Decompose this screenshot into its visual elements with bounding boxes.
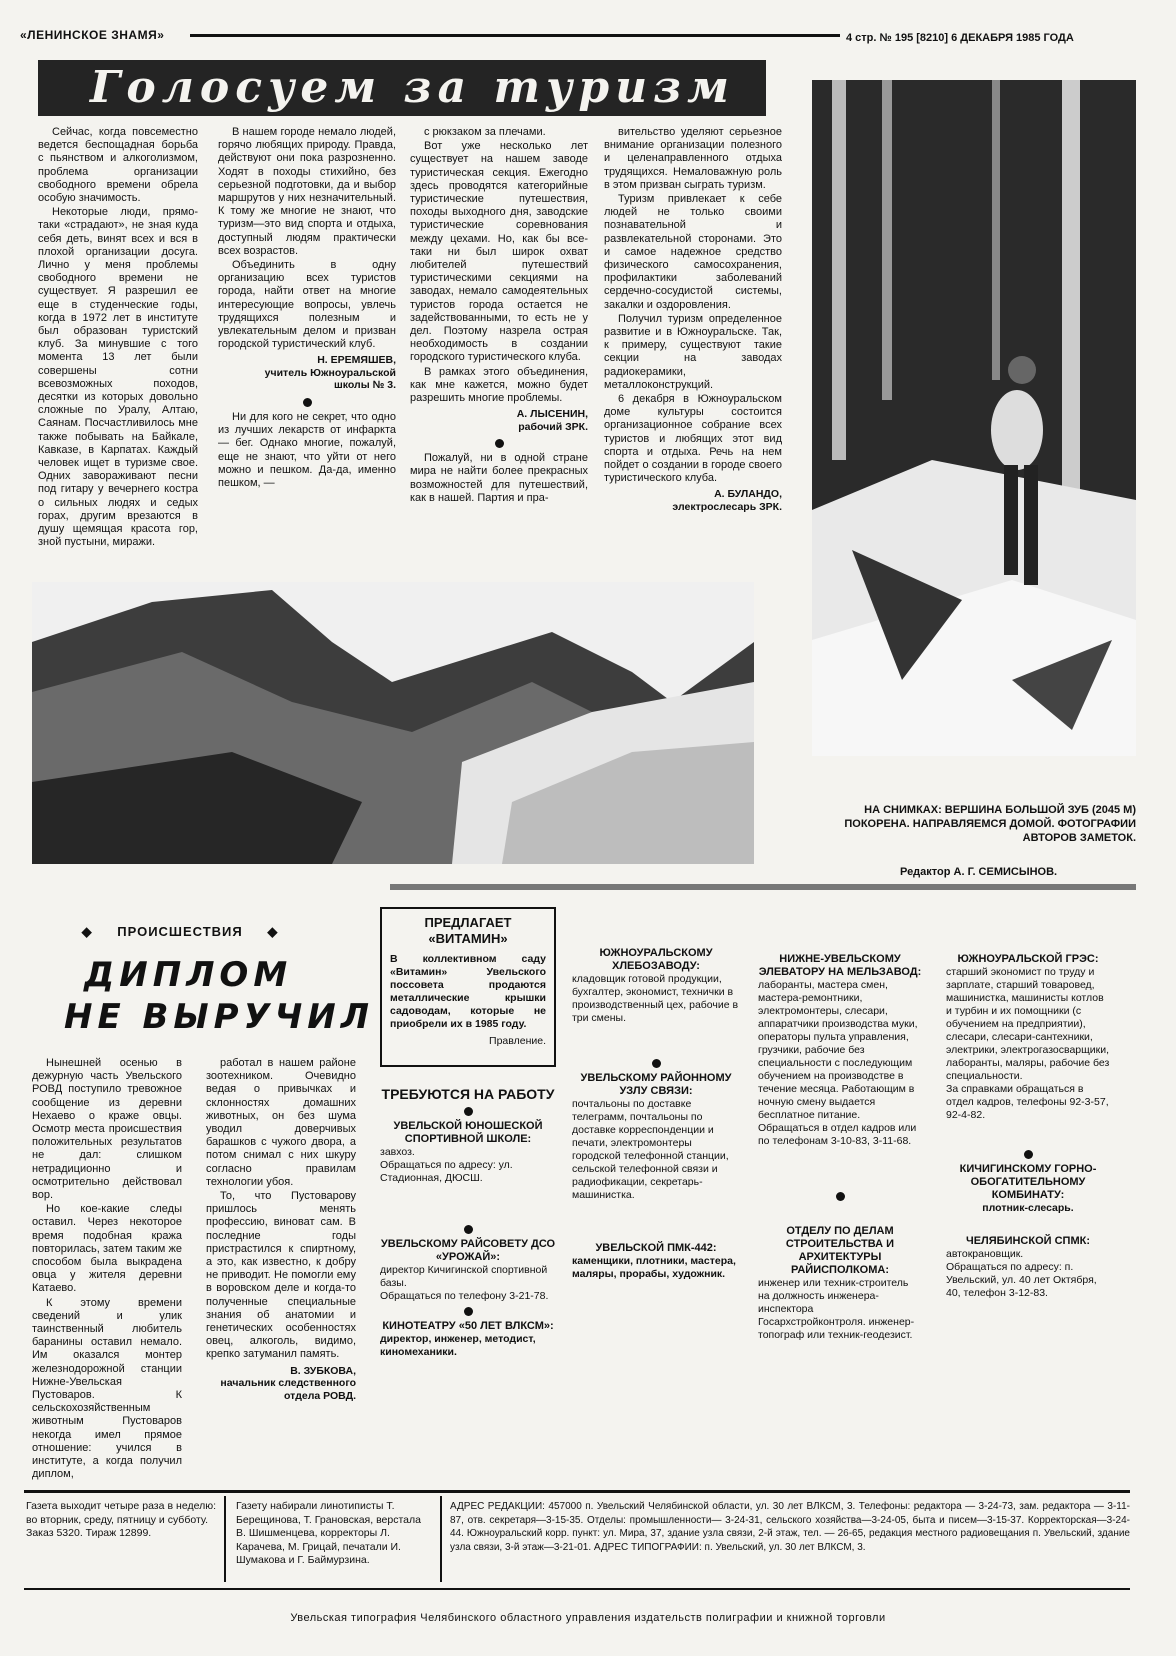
- bullet-icon: [464, 1225, 473, 1234]
- incident-section-label: [50, 924, 310, 940]
- ad-cinema-body: директор, инженер, методист, киномеханики.: [380, 1333, 536, 1358]
- paragraph: То, что Пустоварову пришлось менять профессию, виноват сам. В последние годы пристрастился к спиртному, а это, как известно, к добру не приводит. Не помогли ему в воровском деле и когда-то полученные специальные знания об анатомии и генетических особенностях овец, алкоголь, видимо, крепко затуманил память.: [206, 1190, 356, 1361]
- signature-eremyashev: Н. ЕРЕМЯШЕВ, учитель Южноуральской школы № 3.: [264, 354, 396, 392]
- bullet-icon: [464, 1107, 473, 1116]
- paragraph: Ни для кого не секрет, что одно из лучших лекарств от инфаркта — бег. Однако многие, пожалуй, еще не знают, что уйти от него можно и пешком. Да-да, именно пешком, —: [218, 410, 396, 489]
- footer-divider: [440, 1496, 442, 1582]
- ad-sport-head: УВЕЛЬСКОЙ ЮНОШЕСКОЙ СПОРТИВНОЙ ШКОЛЕ:: [393, 1120, 543, 1145]
- header-rule: [190, 34, 840, 37]
- ad-dso-head: УВЕЛЬСКОМУ РАЙСОВЕТУ ДСО «УРОЖАЙ»:: [380, 1238, 556, 1263]
- mountain-peak-photo: [32, 582, 754, 864]
- tourism-column-3: [410, 126, 588, 506]
- paragraph: К этому времени сведений и улик таинственный любитель баранины оставил немало. Им оказался монтер железнодорожной станции Нижне-Увельская Пустоваров. К сельскохозяйственным животным Пустоваров некогда имел прямое отношение: учился в институте, а когда получил диплом,: [32, 1296, 182, 1481]
- incident-column-1: [32, 1057, 182, 1483]
- paragraph: 6 декабря в Южноуральском доме культуры состоится организационное собрание всех туристов и любящих этот вид спорта и отдыха. Речь на нем пойдет о создании в городе своего туристического клуба.: [604, 393, 782, 485]
- paragraph: Но кое-какие следы оставил. Через некоторое время подобная кража повторилась, затем таким же способом была выкрадена овца у жителя деревни Катаево.: [32, 1203, 182, 1295]
- ad-pmk-head: УВЕЛЬСКОЙ ПМК-442:: [595, 1242, 717, 1254]
- ad-build-head: ОТДЕЛУ ПО ДЕЛАМ СТРОИТЕЛЬСТВА И АРХИТЕКТУРЫ РАЙИСПОЛКОМА:: [785, 1225, 895, 1276]
- incident-column-2: [206, 1057, 356, 1408]
- ads-column-d: [946, 953, 1110, 1300]
- ad-bread-body: кладовщик готовой продукции, бухгалтер, экономист, технички в производственный цех, рабочие в три смены.: [572, 973, 739, 1024]
- incident-headline-1: ДИПЛОМ: [84, 955, 293, 995]
- paragraph: вительство уделяют серьезное внимание организации полезного и целенаправленного отдыха трудящихся. Немаловажную роль в этом призван сыграть туризм.: [604, 126, 782, 191]
- ad-pmk-body: каменщики, плотники, мастера, маляры, прорабы, художник.: [572, 1255, 736, 1280]
- signature-zubkova: В. ЗУБКОВА, начальник следственного отдела РОВД.: [220, 1364, 356, 1402]
- ad-build-body: инженер или техник-строитель на должность инженера-инспектора Госархстройконтроля. инженер-топограф или техник-геодезист.: [758, 1277, 915, 1341]
- bullet-icon: [1024, 1150, 1033, 1159]
- ad-vitamin-sign: Правление.: [489, 1035, 546, 1047]
- ad-vitamin-box: [380, 907, 556, 1067]
- footer-staff: Газету набирали линотиписты Т. Берещинова, Т. Грановская, верстала В. Шишменцева, корректоры Л. Карачева, М. Грицай, печатали И. Шумакова и Г. Баймурзина.: [236, 1500, 421, 1566]
- ad-vitamin-title: ПРЕДЛАГАЕТ «ВИТАМИН»: [424, 915, 512, 946]
- bullet-icon: [836, 1192, 845, 1201]
- paragraph: В нашем городе немало людей, горячо любящих природу. Правда, действуют они пока разрозненно. Ходят в походы стихийно, без серьезной подготовки, да и выбор маршрутов у них незначительный. К тому же многие не знают, что туризм—это вид спорта и отдыха, доступный людям практически всех возрастов.: [218, 126, 396, 257]
- ad-gres-head: ЮЖНОУРАЛЬСКОЙ ГРЭС:: [957, 953, 1099, 965]
- footer-address: АДРЕС РЕДАКЦИИ: 457000 п. Увельский Челябинской области, ул. 30 лет ВЛКСМ, 3. Телефоны: редактора — 3-24-73, зам. редактора — 3-11-87, отв. секретаря—3-15-35. Отделы: промышленности— 3-24-31, сельского хозяйства—3-24-05, быта и писем—3-15-37. Корректорская—3-24-44. Южноуральский корр. пункт: ул. Мира, 37, здание узла связи, 2-й этаж, тел. — 26-65, редакция местного радиовещания п. Увельский, здание узла связи, 3-й этаж—3-21-01. АДРЕС ТИПОГРАФИИ: п. Увельский, ул. 30 лет ВЛКСМ, 3.: [450, 1501, 1130, 1553]
- paragraph: Туризм привлекает к себе людей не только своими познавательной и развлекательной сторонами. Это и самое надежное средство физического самосохранения, профилактики заболеваний сердечно-сосудистой системы, закалки и оздоровления.: [604, 193, 782, 311]
- ad-spmk-body: автокрановщик. Обращаться по адресу: п. Увельский, ул. 40 лет Октября, 40, телефон 3-12-83.: [946, 1248, 1097, 1299]
- ad-dso-body: директор Кичигинской спортивной базы. Обращаться по телефону 3-21-78.: [380, 1264, 549, 1302]
- paragraph: Объединить в одну организацию всех туристов города, найти ответ на многие интересующие вопросы, увлечь трудящихся полезным и увлекательным делом и призван городской туристический клуб.: [218, 259, 396, 351]
- ad-spmk-head: ЧЕЛЯБИНСКОЙ СПМК:: [965, 1235, 1090, 1247]
- tourism-column-2: [218, 126, 396, 491]
- ad-gres-body: старший экономист по труду и зарплате, старший товаровед, машинистка, машинисты котлов и турбин и их помощники (с обучением на предприятии), слесари, слесари-сантехники, электрики, электрогазосварщики, лаборанты, маляры, рабочие без специальности. За справками обращаться в отдел кадров, телефоны 92-3-57, 92-4-82.: [946, 966, 1110, 1121]
- tourism-column-1: [38, 126, 198, 551]
- ad-elev-body: лаборанты, мастера смен, мастера-ремонтники, электромонтеры, слесари, аппаратчики производства муки, операторы пульта управления, грузчики, рабочие без специальности с последующим обучением на производстве в течение месяца. Работающим в ночную смену выдается бесплатное питание. Обращаться в отдел кадров или по телефонам 3-10-83, 3-11-68.: [758, 979, 918, 1147]
- wanted-title: ТРЕБУЮТСЯ НА РАБОТУ: [381, 1086, 555, 1102]
- footer-schedule: Газета выходит четыре раза в неделю: во вторник, среду, пятницу и субботу. Заказ 5320. Тираж 12899.: [26, 1500, 216, 1539]
- ad-post-head: УВЕЛЬСКОМУ РАЙОННОМУ УЗЛУ СВЯЗИ:: [580, 1072, 732, 1097]
- paragraph: Вот уже несколько лет существует на нашем заводе туристическая секция. Ежегодно здесь проводятся категорийные туристические путешествия, походы выходного дня, заводские туристические соревнования между цехами. Но, как бы все-таки ни был широк охват любителей путешествий туристическими секциями на заводах, немало самодеятельных туристов города остается не задействованными, то есть не у дел. Поэтому назрела острая необходимость в создании городского туристического клуба.: [410, 140, 588, 364]
- ad-bread-head: ЮЖНОУРАЛЬСКОМУ ХЛЕБОЗАВОДУ:: [599, 947, 713, 972]
- paper-name: «ЛЕНИНСКОЕ ЗНАМЯ»: [20, 28, 165, 42]
- ads-column-a: [380, 1086, 556, 1359]
- paragraph: Получил туризм определенное развитие и в Южноуральске. Так, к примеру, существуют такие секции на заводах радиокерамики, металлоконструкций.: [604, 312, 782, 391]
- bullet-icon: [652, 1059, 661, 1068]
- diamond-icon: ◆: [81, 924, 93, 939]
- forest-hiker-photo: [812, 80, 1136, 756]
- footer-rule: [24, 1490, 1130, 1493]
- paragraph: Нынешней осенью в дежурную часть Увельского РОВД поступило тревожное сообщение из деревни Нехаево о краже овцы. Осмотр места происшествия положительных результатов не дал: слишком нетрадиционно и осмотрительно действовал вор.: [32, 1057, 182, 1202]
- ad-kich-body: плотник-слесарь.: [982, 1202, 1074, 1214]
- footer-divider: [224, 1496, 226, 1582]
- tourism-banner-title: Голосуем за туризм: [38, 60, 766, 116]
- incident-headline-2: НЕ ВЫРУЧИЛ: [64, 997, 374, 1037]
- bullet-icon: [303, 398, 312, 407]
- issue-line: 4 стр. № 195 [8210] 6 ДЕКАБРЯ 1985 ГОДА: [846, 32, 1074, 44]
- printer-line: Увельская типография Челябинского областного управления издательств полиграфии и книжной торговли: [290, 1612, 886, 1624]
- paragraph: Сейчас, когда повсеместно ведется беспощадная борьба с пьянством и алкоголизмом, проблема организации свободного времени обрела особую значимость.: [38, 126, 198, 205]
- tourism-column-4: [604, 126, 782, 519]
- ad-post-body: почтальоны по доставке телеграмм, почтальоны по доставке корреспонденции и печати, электромонтеры городской телефонной станции, сельской телефонной связи и радиофикации, секретарь-машинистка.: [572, 1098, 729, 1201]
- paragraph: с рюкзаком за плечами.: [424, 126, 546, 138]
- ad-elev-head: НИЖНЕ-УВЕЛЬСКОМУ ЭЛЕВАТОРУ НА МЕЛЬЗАВОД:: [758, 953, 922, 978]
- paragraph: работал в нашем районе зоотехником. Очевидно ведая о привычках и склонностях домашних животных, он без шума уводил доверчивых барашков с чужого двора, а потом снимал с них шкуру согласно правилам технологии убоя.: [206, 1057, 356, 1188]
- section-rule: [390, 884, 1136, 890]
- ad-vitamin-text: В коллективном саду «Витамин» Увельского поссовета продаются металлические крышки садоводам, которые не приобрели их в 1985 году.: [390, 953, 546, 1030]
- signature-bulando: А. БУЛАНДО, электрослесарь ЗРК.: [672, 488, 782, 513]
- section-title: ПРОИСШЕСТВИЯ: [117, 924, 243, 939]
- paragraph: Пожалуй, ни в одной стране мира не найти более прекрасных возможностей для путешествий, как в нашей. Партия и пра-: [410, 452, 588, 504]
- ad-cinema-head: КИНОТЕАТРУ «50 ЛЕТ ВЛКСМ»:: [382, 1320, 554, 1332]
- photo-caption: НА СНИМКАХ: ВЕРШИНА БОЛЬШОЙ ЗУБ (2045 М) ПОКОРЕНА. НАПРАВЛЯЕМСЯ ДОМОЙ. ФОТОГРАФИИ АВТОРОВ ЗАМЕТОК.: [844, 804, 1136, 844]
- diamond-icon: ◆: [267, 924, 279, 939]
- signature-lysenin: А. ЛЫСЕНИН, рабочий ЗРК.: [516, 408, 588, 433]
- bullet-icon: [464, 1307, 473, 1316]
- paragraph: В рамках этого объединения, как мне кажется, можно будет разрешить многие проблемы.: [410, 365, 588, 405]
- paragraph: Некоторые люди, прямо-таки «страдают», не зная куда себя деть, винят всех и вся в плохой организации досуга. Лично у меня проблемы свободного времени не существует. Я разрешил ее еще в студенческие годы, когда в 1972 лет в институте был образован туристский клуб. За минувшие с того момента 13 лет были совершены сотни всевозможных походов, десятки из которых довольно сложные по Уралу, Алтаю, Саянам. Посчастливилось мне также побывать на Байкале, Кавказе, в Карпатах. Каждый человек ищет в туризме свое. Одних завораживают песни под гитару у вечернего костра о сильных людях и седых горах, другим врезаются в душу щемящая красота гор, зной пустыни, миражи.: [38, 206, 198, 549]
- footer-rule-bottom: [24, 1588, 1130, 1590]
- ads-column-b: [572, 947, 740, 1281]
- ad-kich-head: КИЧИГИНСКОМУ ГОРНО-ОБОГАТИТЕЛЬНОМУ КОМБИНАТУ:: [959, 1163, 1097, 1201]
- ads-column-c: [758, 953, 922, 1342]
- ad-sport-body: завхоз. Обращаться по адресу: ул. Стадионная, ДЮСШ.: [380, 1146, 513, 1184]
- bullet-icon: [495, 439, 504, 448]
- editor-credit: Редактор А. Г. СЕМИСЫНОВ.: [900, 866, 1058, 878]
